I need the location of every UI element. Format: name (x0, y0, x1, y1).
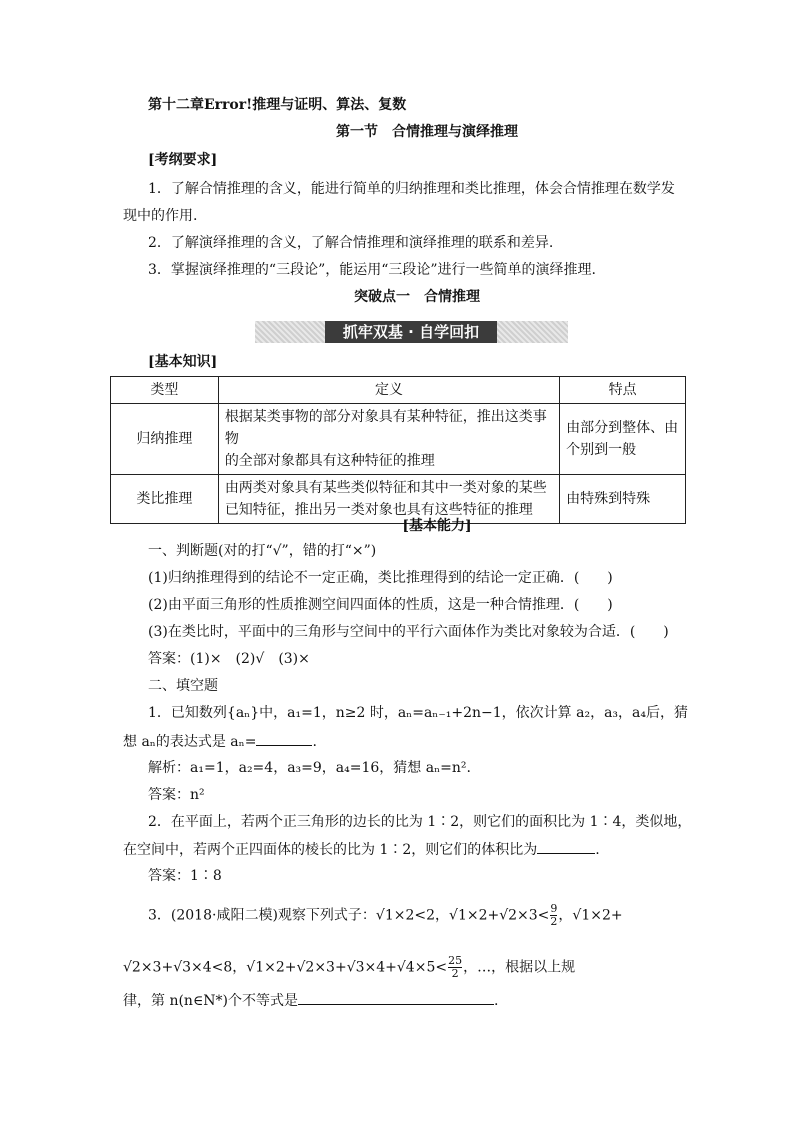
judgment-title: 一、判断题(对的打“√”，错的打“×”) (148, 543, 377, 559)
banner-label: 抓牢双基 · 自学回扣 (325, 321, 497, 343)
definition-line: 根据某类事物的部分对象具有某种特征，推出这类事物 (224, 409, 547, 447)
section-title: 第一节 合情推理与演绎推理 (336, 124, 518, 140)
syllabus-heading: [考纲要求] (148, 152, 218, 168)
judgment-q2: (2)由平面三角形的性质推测空间四面体的性质，这是一种合情推理．( ) (148, 597, 613, 613)
fraction-numerator: 25 (448, 954, 463, 967)
fill-q1-line1: 1．已知数列{aₙ}中，a₁=1，n≥2 时，aₙ=aₙ₋₁+2n−1，依次计算 a₂，a₃，a₄后，猜 (148, 705, 688, 721)
syllabus-item-2: 2．了解演绎推理的含义，了解合情推理和演绎推理的联系和差异. (148, 235, 554, 251)
fill-q3-expr3: √2×3+√3×4<8，√1×2+√2×3+√3×4+√4×5< (123, 959, 448, 976)
fill-q3-expr1: √1×2<2，√1×2+√2×3< (375, 907, 550, 924)
fraction-9-2 (550, 903, 557, 928)
basic-ability-heading: [基本能力] (402, 518, 472, 534)
feature-line: 由特殊到特殊 (566, 491, 651, 507)
section-banner (255, 321, 568, 343)
fill-q1-answer: 答案：n² (148, 787, 205, 803)
syllabus-item-3: 3．掌握演绎推理的“三段论”，能运用“三段论”进行一些简单的演绎推理. (148, 262, 596, 278)
table-header-feature: 特点 (560, 377, 686, 404)
breakthrough-title: 突破点一 合情推理 (354, 289, 480, 305)
definition-line: 由两类对象具有某些类似特征和其中一类对象的某些 (224, 480, 547, 496)
row-definition (218, 404, 559, 475)
table-header-row (111, 377, 686, 404)
fill-q2-answer: 答案：1∶8 (148, 868, 222, 884)
fill-q3-line3: 律，第 n(n∈N*)个不等式是 . (123, 990, 498, 1011)
table-header-type: 类型 (111, 377, 219, 404)
syllabus-item-1: 1．了解合情推理的含义，能进行简单的归纳推理和类比推理，体会合情推理在数学发 (148, 181, 675, 197)
judgment-answer: 答案：(1)× (2)√ (3)× (148, 651, 310, 667)
feature-line: 由部分到整体、由 (566, 420, 679, 436)
judgment-q3: (3)在类比时，平面中的三角形与空间中的平行六面体作为类比对象较为合适．( ) (148, 624, 669, 640)
fraction-25-2 (448, 955, 462, 980)
fill-q3-line2 (123, 955, 575, 980)
fill-q1-text: 想 aₙ的表达式是 aₙ= (123, 734, 257, 750)
answer-blank[interactable] (537, 839, 595, 854)
fraction-denominator: 2 (550, 915, 558, 928)
row-type: 类比推理 (111, 475, 219, 524)
table-header-definition: 定义 (218, 377, 559, 404)
fill-q2-line2: 在空间中，若两个正四面体的棱长的比为 1∶2，则它们的体积比为 . (123, 839, 600, 860)
answer-blank[interactable] (256, 731, 312, 746)
table-row (111, 404, 686, 475)
fill-q3-expr2: ，√1×2+ (558, 907, 623, 924)
syllabus-item-1-cont: 现中的作用. (123, 208, 198, 224)
fill-q1-line2: 想 aₙ的表达式是 aₙ= . (123, 731, 317, 752)
judgment-q1: (1)归纳推理得到的结论不一定正确，类比推理得到的结论一定正确．( ) (148, 570, 613, 586)
row-feature (560, 404, 686, 475)
fill-q3-expr4: ，…，根据以上规 (463, 959, 576, 976)
fill-q3-text: 律，第 n(n∈N*)个不等式是 (123, 993, 299, 1009)
fill-q3-prefix: 3．(2018·咸阳二模)观察下列式子： (148, 907, 376, 924)
chapter-title: 第十二章Error!推理与证明、算法、复数 (148, 97, 407, 113)
fraction-numerator: 9 (550, 902, 558, 915)
fill-q3-line1 (148, 903, 623, 928)
row-type: 归纳推理 (111, 404, 219, 475)
fill-q2-text: 在空间中，若两个正四面体的棱长的比为 1∶2，则它们的体积比为 (123, 842, 538, 858)
fill-q2-line1: 2．在平面上，若两个正三角形的边长的比为 1∶2，则它们的面积比为 1∶4，类似地， (148, 814, 692, 830)
knowledge-table (110, 376, 686, 524)
feature-line: 个别到一般 (566, 442, 637, 458)
fill-blank-title: 二、填空题 (148, 678, 218, 694)
basic-knowledge-heading: [基本知识] (148, 354, 218, 370)
definition-line: 的全部对象都具有这种特征的推理 (224, 453, 435, 469)
answer-blank[interactable] (298, 990, 494, 1005)
definition-line: 已知特征，推出另一类对象也具有这些特征的推理 (224, 502, 533, 518)
fraction-denominator: 2 (451, 967, 459, 980)
fill-q1-analysis: 解析：a₁=1，a₂=4，a₃=9，a₄=16，猜想 aₙ=n². (148, 760, 471, 776)
